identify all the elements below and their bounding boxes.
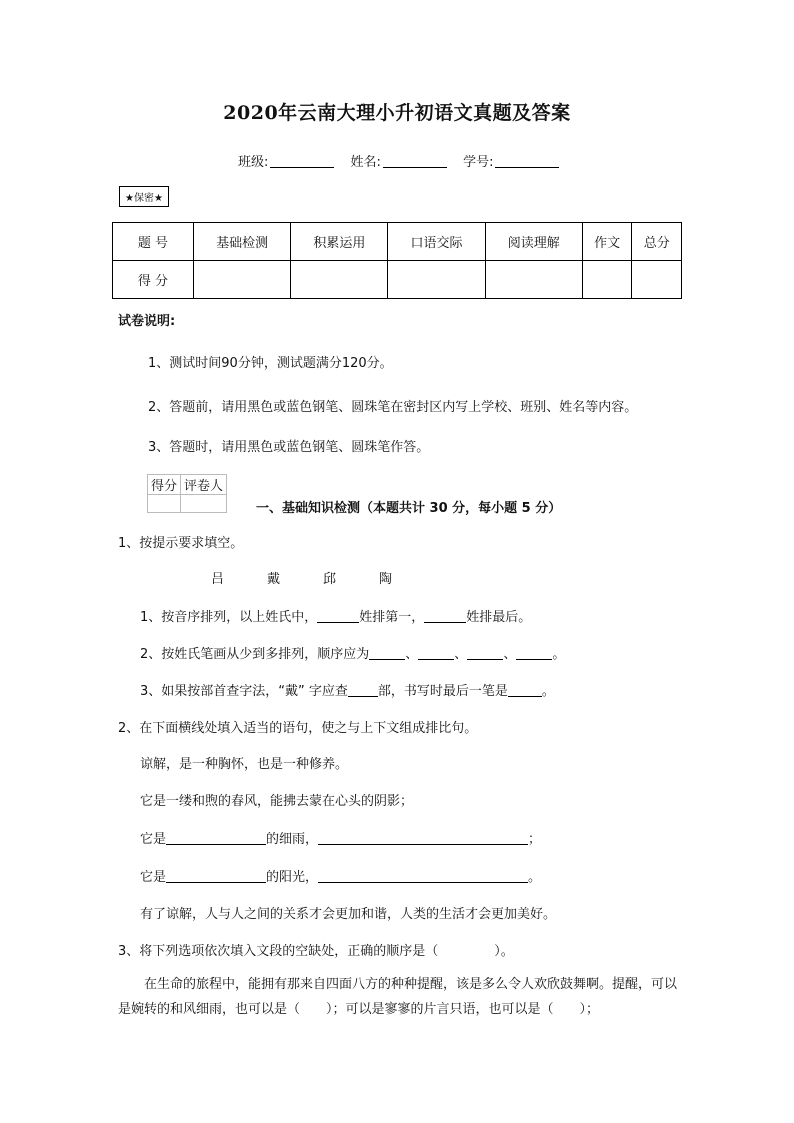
answer-blank[interactable] bbox=[424, 622, 466, 623]
separator: 、 bbox=[405, 647, 419, 662]
q2-text: ； bbox=[528, 832, 542, 847]
answer-blank[interactable] bbox=[369, 659, 405, 660]
q2-prompt: 2、在下面横线处填入适当的语句，使之与上下文组成排比句。 bbox=[118, 721, 478, 736]
q1-sub1 bbox=[140, 606, 531, 625]
name-field[interactable] bbox=[383, 167, 447, 168]
q2-fill-line bbox=[140, 866, 541, 885]
answer-blank[interactable] bbox=[516, 659, 552, 660]
score-header-cell: 基础检测 bbox=[194, 223, 291, 261]
surname-item: 吕 bbox=[211, 572, 225, 587]
grader-name-cell[interactable] bbox=[181, 495, 227, 513]
q3-prompt-text-a: 3、将下列选项依次填入文段的空缺处，正确的顺序是（ bbox=[118, 944, 439, 959]
score-header-row bbox=[113, 223, 682, 261]
separator: 、 bbox=[503, 647, 517, 662]
q1-sub1-text-b: 姓排第一， bbox=[359, 610, 425, 625]
answer-blank[interactable] bbox=[318, 882, 528, 883]
q1-sub3 bbox=[140, 680, 555, 699]
grader-score-cell[interactable] bbox=[148, 495, 181, 513]
q1-prompt: 1、按提示要求填空。 bbox=[118, 536, 244, 551]
q3-passage: 在生命的旅程中，能拥有那来自四面八方的种种提醒，该是多么令人欢欣鼓舞啊。提醒，可以是婉转的和风细雨，也可以是（ ）；可以是寥寥的片言只语，也可以是（ ）； bbox=[118, 977, 678, 1017]
q1-sub3-text-b: 部，书写时最后一笔是 bbox=[377, 684, 508, 699]
q2-text: 。 bbox=[528, 870, 542, 885]
period: 。 bbox=[541, 684, 555, 699]
surname-item: 戴 bbox=[267, 572, 281, 587]
q2-line: 有了谅解，人与人之间的关系才会更加和谐，人类的生活才会更加美好。 bbox=[140, 907, 557, 922]
score-cell[interactable] bbox=[632, 261, 682, 299]
id-field[interactable] bbox=[495, 167, 559, 168]
answer-blank[interactable] bbox=[166, 844, 266, 845]
score-header-cell: 口语交际 bbox=[388, 223, 485, 261]
score-cell[interactable] bbox=[194, 261, 291, 299]
answer-blank[interactable] bbox=[467, 659, 503, 660]
score-table bbox=[112, 222, 682, 299]
score-header-cell: 阅读理解 bbox=[485, 223, 582, 261]
score-header-cell: 总分 bbox=[632, 223, 682, 261]
score-header-cell: 题 号 bbox=[113, 223, 194, 261]
score-cell[interactable] bbox=[485, 261, 582, 299]
grader-box bbox=[147, 474, 227, 513]
score-row-label: 得 分 bbox=[113, 261, 194, 299]
q3-prompt bbox=[118, 940, 514, 959]
instruction-item: 1、测试时间90分钟，测试题满分120分。 bbox=[148, 356, 393, 371]
class-field[interactable] bbox=[270, 167, 334, 168]
answer-blank[interactable] bbox=[318, 844, 528, 845]
class-label: 班级: bbox=[238, 155, 269, 170]
q1-sub3-text-a: 3、如果按部首查字法，“戴” 字应查 bbox=[140, 684, 348, 699]
section1-heading: 一、基础知识检测（本题共计 30 分，每小题 5 分） bbox=[256, 501, 562, 516]
answer-blank[interactable] bbox=[317, 622, 359, 623]
q2-line: 谅解，是一种胸怀，也是一种修养。 bbox=[140, 757, 349, 772]
score-value-row bbox=[113, 261, 682, 299]
surname-item: 邱 bbox=[323, 572, 337, 587]
answer-blank[interactable] bbox=[508, 696, 542, 697]
student-info bbox=[238, 151, 559, 170]
name-label: 姓名: bbox=[350, 155, 381, 170]
q2-text: 它是 bbox=[140, 870, 167, 885]
secret-badge: ★保密★ bbox=[119, 186, 169, 207]
q2-text: 的细雨， bbox=[266, 832, 319, 847]
answer-blank[interactable] bbox=[418, 659, 454, 660]
grader-label: 评卷人 bbox=[181, 475, 227, 495]
score-cell[interactable] bbox=[388, 261, 485, 299]
surname-item: 陶 bbox=[379, 572, 393, 587]
score-header-cell: 积累运用 bbox=[291, 223, 388, 261]
period: 。 bbox=[552, 647, 566, 662]
q2-text: 的阳光， bbox=[266, 870, 319, 885]
score-header-cell: 作文 bbox=[582, 223, 632, 261]
instruction-item: 3、答题时，请用黑色或蓝色钢笔、圆珠笔作答。 bbox=[148, 440, 430, 455]
score-cell[interactable] bbox=[291, 261, 388, 299]
q1-sub1-text-c: 姓排最后。 bbox=[466, 610, 532, 625]
q2-line: 它是一缕和煦的春风，能拂去蒙在心头的阴影； bbox=[140, 794, 414, 809]
instruction-item: 2、答题前，请用黑色或蓝色钢笔、圆珠笔在密封区内写上学校、班别、姓名等内容。 bbox=[148, 400, 638, 415]
score-cell[interactable] bbox=[582, 261, 632, 299]
q3-prompt-text-b: ）。 bbox=[494, 944, 514, 959]
q2-text: 它是 bbox=[140, 832, 167, 847]
q1-sub2 bbox=[140, 643, 565, 662]
id-label: 学号: bbox=[463, 155, 494, 170]
q1-sub1-text-a: 1、按音序排列，以上姓氏中， bbox=[140, 610, 318, 625]
separator: 、 bbox=[454, 647, 468, 662]
q1-sub2-text: 2、按姓氏笔画从少到多排列，顺序应为 bbox=[140, 647, 370, 662]
grader-score-label: 得分 bbox=[148, 475, 181, 495]
instructions-heading: 试卷说明: bbox=[118, 314, 176, 329]
answer-blank[interactable] bbox=[348, 696, 378, 697]
page-title: 2020年云南大理小升初语文真题及答案 bbox=[223, 102, 571, 124]
q2-fill-line bbox=[140, 828, 541, 847]
answer-blank[interactable] bbox=[166, 882, 266, 883]
